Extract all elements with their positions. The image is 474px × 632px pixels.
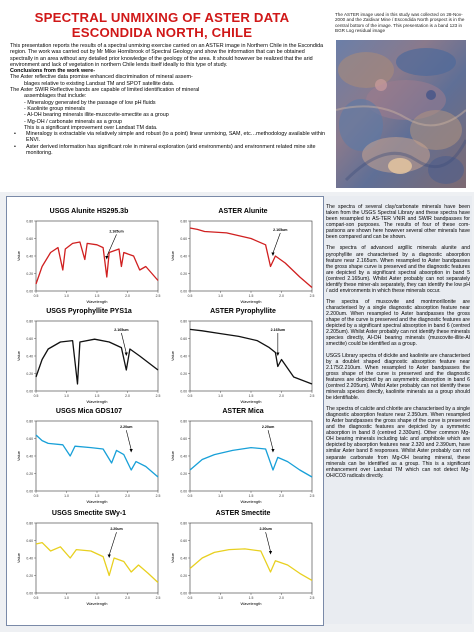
bullet-dot-icon: • bbox=[14, 143, 16, 150]
x-tick-label: 1.0 bbox=[64, 394, 69, 398]
spectra-section bbox=[6, 196, 472, 624]
bullet-item bbox=[10, 131, 328, 144]
y-tick-label: 0.40 bbox=[26, 254, 33, 259]
y-tick-label: 0.40 bbox=[26, 454, 33, 459]
right-column-text bbox=[326, 204, 470, 484]
plot-frame bbox=[36, 421, 158, 491]
chart-usgs-mica-plot bbox=[14, 417, 164, 507]
y-tick-label: 0.00 bbox=[26, 591, 33, 596]
x-tick-label: 2.5 bbox=[309, 294, 315, 298]
bullet-text: Mineralogy is extractable via relatively simple and robust (to a point) linear unmixing, SAM, etc…methodology available within ENVI. bbox=[26, 131, 326, 144]
x-tick-label: 0.5 bbox=[33, 494, 39, 498]
chart-aster-mica-plot bbox=[168, 417, 318, 507]
mineral-item: - Mg-OH / carbonate minerals as a group bbox=[24, 118, 122, 125]
y-tick-label: 0.20 bbox=[180, 472, 187, 476]
x-axis-label: Wavelength bbox=[240, 601, 262, 606]
x-tick-label: 2.5 bbox=[309, 596, 315, 600]
y-tick-label: 0.60 bbox=[180, 337, 187, 341]
x-tick-label: 1.5 bbox=[248, 394, 254, 398]
annotation-label: 2.165um bbox=[114, 328, 129, 332]
y-tick-label: 0.00 bbox=[26, 289, 33, 294]
x-tick-label: 2.0 bbox=[279, 596, 284, 600]
y-tick-label: 0.00 bbox=[26, 489, 33, 494]
x-axis-label: Wavelength bbox=[240, 499, 262, 504]
x-tick-label: 1.5 bbox=[94, 394, 100, 398]
x-tick-label: 1.0 bbox=[64, 494, 69, 498]
annotation-label: 2.165um bbox=[270, 328, 286, 332]
chart-usgs-alunite-plot bbox=[14, 217, 164, 307]
y-tick-label: 0.20 bbox=[26, 372, 33, 376]
chart-usgs-pyrophyllite bbox=[14, 308, 164, 408]
y-tick-label: 0.40 bbox=[180, 254, 187, 259]
header-section bbox=[0, 0, 474, 192]
x-tick-label: 2.0 bbox=[125, 494, 130, 498]
y-tick-label: 0.80 bbox=[180, 219, 187, 224]
chart-aster-pyrophyllite bbox=[168, 308, 318, 408]
text-paragraph: The spectra of advanced argillic minerals alunite and pyrophyllite are characterised by a diagnostic absorption feature near 2.165um. When resampled to Aster bandpasses the gross shape curve is preserved and the diagnostic features are depicted by a significant spectral absorption in band 5 (centred 2.165um). Whilst Aster probably can not separately identify these miner-als separately, they can identify the low pH / acid environments in which these minerals occur. bbox=[326, 245, 470, 294]
x-tick-label: 1.5 bbox=[248, 494, 254, 498]
x-axis-label: Wavelength bbox=[240, 399, 262, 404]
aster-satellite-image bbox=[336, 40, 466, 188]
conclusion-2: The Aster SWIR Reflective bands are capable of limited identification of mineral bbox=[10, 87, 200, 94]
y-tick-label: 0.80 bbox=[180, 319, 187, 324]
y-tick-label: 0.60 bbox=[26, 237, 33, 241]
x-tick-label: 1.5 bbox=[94, 596, 100, 600]
chart-usgs-pyrophyllite-plot bbox=[14, 317, 164, 407]
x-tick-label: 2.5 bbox=[155, 494, 161, 498]
chart-aster-pyrophyllite-plot bbox=[168, 317, 318, 407]
y-tick-label: 0.00 bbox=[26, 389, 33, 394]
text-paragraph: The spectra of muscovite and montmorillonite are characterised by a single diagnostic absorption feature near 2.200um. When resampled to Aster bandpasses the gross shape of the curve is preserved and the diagnostic features are depicted by a significant spectral absorption in band 6 (centred 2.205um). Whilst Aster probably can not identify these minerals species directly, Al-OH bearing minerals (muscovite-illite-Al smectite) could be identified as a group. bbox=[326, 299, 470, 348]
plot-frame bbox=[36, 221, 158, 291]
y-tick-label: 0.20 bbox=[26, 472, 33, 476]
x-tick-label: 1.5 bbox=[248, 596, 254, 600]
y-tick-label: 0.20 bbox=[180, 372, 187, 376]
x-axis-label: Wavelength bbox=[86, 399, 108, 404]
y-axis-label: Value bbox=[170, 553, 175, 563]
y-tick-label: 0.40 bbox=[180, 354, 187, 359]
image-caption: The ASTER image used in this study was collected on 28-Nov-2000 and the Zaldivar Mine / Escondida North prospect is in the central bottom of the image. This presentation is a band 123 in BGR Log residual image bbox=[335, 12, 465, 34]
y-axis-label: Value bbox=[16, 351, 21, 361]
intro-paragraph: This presentation reports the results of a spectral unmixing exercise carried on an ASTER image in Northern Chile in the Escondida region. The work was carried out by Mr Mike Hornibrook of Spectral Geology and show the information that can be obtained spectrally in an area without any detailed prior knowledge of the geology of the area. It should however be realized that the arid environment and lack of vegetation in northern Chile lends itself ideally to this type of study. bbox=[10, 43, 324, 68]
y-tick-label: 0.80 bbox=[26, 419, 33, 424]
x-tick-label: 1.5 bbox=[94, 294, 100, 298]
y-tick-label: 0.20 bbox=[180, 272, 187, 276]
y-axis-label: Value bbox=[170, 451, 175, 461]
x-tick-label: 2.5 bbox=[155, 394, 161, 398]
chart-aster-alunite-plot bbox=[168, 217, 318, 307]
chart-aster-smectite bbox=[168, 510, 318, 610]
x-tick-label: 1.0 bbox=[64, 596, 69, 600]
y-axis-label: Value bbox=[170, 351, 175, 361]
chart-aster-smectite-plot bbox=[168, 519, 318, 609]
plot-frame bbox=[190, 421, 312, 491]
y-tick-label: 0.40 bbox=[26, 556, 33, 561]
chart-title: USGS Pyrophyllite PYS1a bbox=[46, 308, 132, 315]
x-tick-label: 2.5 bbox=[309, 494, 315, 498]
y-tick-label: 0.60 bbox=[180, 437, 187, 441]
x-tick-label: 2.5 bbox=[155, 596, 161, 600]
y-tick-label: 0.00 bbox=[180, 389, 187, 394]
mineral-item: - Mineralogy generated by the passage of low pH fluids bbox=[24, 99, 156, 106]
y-axis-label: Value bbox=[16, 451, 21, 461]
x-tick-label: 2.0 bbox=[279, 494, 284, 498]
chart-usgs-alunite bbox=[14, 208, 164, 308]
bullet-text: Aster derived information has significant role in mineral exploration (arid environments) and environment related mine site monitoring. bbox=[26, 143, 316, 157]
chart-usgs-mica bbox=[14, 408, 164, 508]
y-axis-label: Value bbox=[16, 553, 21, 563]
x-tick-label: 2.0 bbox=[125, 394, 130, 398]
y-tick-label: 0.40 bbox=[180, 556, 187, 561]
x-axis-label: Wavelength bbox=[86, 499, 108, 504]
x-tick-label: 0.5 bbox=[33, 294, 39, 298]
title-line-1: SPECTRAL UNMIXING OF ASTER DATA bbox=[34, 10, 290, 25]
conclusion-3: This is a significant improvement over Landsat TM data. bbox=[24, 124, 158, 131]
annotation-label: 2.20um bbox=[120, 425, 133, 430]
y-tick-label: 0.60 bbox=[180, 237, 187, 241]
x-tick-label: 0.5 bbox=[187, 394, 193, 398]
chart-title: USGS Alunite HS295.3b bbox=[49, 208, 129, 215]
conclusion-1b: blages relative to existing Landsat TM and SPOT satellite data. bbox=[24, 80, 175, 87]
x-tick-label: 1.5 bbox=[248, 294, 254, 298]
title-line-2: ESCONDIDA NORTH, CHILE bbox=[71, 25, 253, 40]
intro-text bbox=[10, 43, 328, 156]
x-tick-label: 0.5 bbox=[187, 294, 193, 298]
x-axis-label: Wavelength bbox=[86, 601, 108, 606]
x-tick-label: 0.5 bbox=[33, 596, 39, 600]
plot-frame bbox=[36, 523, 158, 593]
conclusion-2b: assemblages that include: bbox=[24, 93, 87, 100]
x-tick-label: 1.0 bbox=[218, 596, 223, 600]
y-tick-label: 0.60 bbox=[26, 337, 33, 341]
y-tick-label: 0.80 bbox=[26, 219, 33, 224]
text-paragraph: The spectra of several clay/carbonate minerals have been taken from the USGS Spectral Library and these spectra have been resampled to AS-TER VNIR and SWIR bandpasses for compari-son purposes. The results of four of these com-parisons are shown here however several other minerals have been compared and can be shown. bbox=[326, 204, 470, 241]
annotation-label: 2.20um bbox=[110, 527, 123, 532]
x-tick-label: 1.0 bbox=[218, 494, 223, 498]
bullet-dot-icon: • bbox=[14, 131, 16, 138]
x-axis-label: Wavelength bbox=[86, 299, 108, 304]
x-tick-label: 2.0 bbox=[279, 294, 284, 298]
x-tick-label: 0.5 bbox=[187, 494, 193, 498]
y-tick-label: 0.00 bbox=[180, 591, 187, 596]
y-tick-label: 0.60 bbox=[26, 437, 33, 441]
x-tick-label: 1.0 bbox=[64, 294, 69, 298]
y-tick-label: 0.80 bbox=[26, 319, 33, 324]
x-tick-label: 2.0 bbox=[279, 394, 284, 398]
y-tick-label: 0.80 bbox=[180, 419, 187, 424]
poster-title bbox=[12, 10, 312, 40]
y-tick-label: 0.40 bbox=[180, 454, 187, 459]
chart-title: ASTER Smectite bbox=[215, 510, 271, 517]
text-paragraph: The spectra of calcite and chlorite are characterised by a single diagnostic absorption feature near 2.350um. When resampled to Aster bandpasses the gross shape of the curve is preserved and the diagnostic features are depicted by a symmetric absorption in band 8 (centred 2.330um). Other common Mg-OH bearing minerals including talc and amphibole which are depicted by absorption features near 2.320 and 2.390um, have similar Aster band 8 responses. Whilst Aster probably can not separate carbonate from Mg-OH bearing mineral, these minerals can be identified as a group. This is a significant enhancement over Landsat TM which can not detect Mg-OH/CO3 radicals directly. bbox=[326, 406, 471, 479]
chart-title: USGS Smectite SWy-1 bbox=[51, 510, 127, 517]
y-tick-label: 0.80 bbox=[180, 521, 187, 526]
text-paragraph: USGS Library spectra of dickite and kaolinite are characterised by a doublet shaped diagnostic absorption feature near 2.175/2.210um. When resampled to Aster bandpasses the gross shape of the curve is preserved and the diagnostic features are depicted by an asymmetric absorption in band 6 (centred 2.205um). Whilst Aster probably can not identify these minerals species directly, kaolinite minerals as a group should be identifiable. bbox=[326, 352, 470, 401]
y-axis-label: Value bbox=[170, 251, 175, 261]
x-tick-label: 2.0 bbox=[125, 596, 130, 600]
plot-frame bbox=[190, 523, 312, 593]
mineral-item: - Kaolinite group minerals bbox=[24, 105, 86, 112]
chart-aster-alunite bbox=[168, 208, 318, 308]
chart-title: USGS Mica GDS107 bbox=[55, 408, 123, 415]
x-tick-label: 1.0 bbox=[218, 294, 223, 298]
x-tick-label: 2.0 bbox=[125, 294, 130, 298]
x-tick-label: 0.5 bbox=[33, 394, 39, 398]
x-axis-label: Wavelength bbox=[240, 299, 262, 304]
y-tick-label: 0.80 bbox=[26, 521, 33, 526]
y-tick-label: 0.00 bbox=[180, 289, 187, 294]
x-tick-label: 1.5 bbox=[94, 494, 100, 498]
chart-title: ASTER Mica bbox=[222, 408, 264, 415]
x-tick-label: 0.5 bbox=[187, 596, 193, 600]
y-tick-label: 0.60 bbox=[180, 539, 187, 543]
y-tick-label: 0.20 bbox=[26, 574, 33, 578]
y-tick-label: 0.60 bbox=[26, 539, 33, 543]
x-tick-label: 2.5 bbox=[309, 394, 315, 398]
chart-usgs-smectite bbox=[14, 510, 164, 610]
y-tick-label: 0.20 bbox=[180, 574, 187, 578]
annotation-label: 2.20um bbox=[259, 527, 272, 532]
mineral-item: - Al-OH bearing minerals illite-muscovite-smectite as a group bbox=[24, 112, 169, 119]
y-tick-label: 0.40 bbox=[26, 354, 33, 359]
chart-aster-mica bbox=[168, 408, 318, 508]
y-axis-label: Value bbox=[16, 251, 21, 261]
chart-title: ASTER Alunite bbox=[218, 208, 268, 215]
x-tick-label: 1.0 bbox=[218, 394, 223, 398]
annotation-label: 2.165um bbox=[273, 228, 288, 232]
conclusions-heading: Conclusions from the work were- bbox=[10, 68, 96, 75]
annotation-label: 2.20um bbox=[261, 425, 275, 430]
chart-usgs-smectite-plot bbox=[14, 519, 164, 609]
chart-title: ASTER Pyrophyllite bbox=[210, 308, 276, 315]
x-tick-label: 2.5 bbox=[155, 294, 161, 298]
y-tick-label: 0.00 bbox=[180, 489, 187, 494]
bullet-item bbox=[10, 144, 328, 157]
annotation-label: 2.165um bbox=[109, 229, 124, 234]
y-tick-label: 0.20 bbox=[26, 272, 33, 276]
conclusion-1a: The Aster reflective data promise enhanced discrimination of mineral assem- bbox=[10, 74, 193, 81]
